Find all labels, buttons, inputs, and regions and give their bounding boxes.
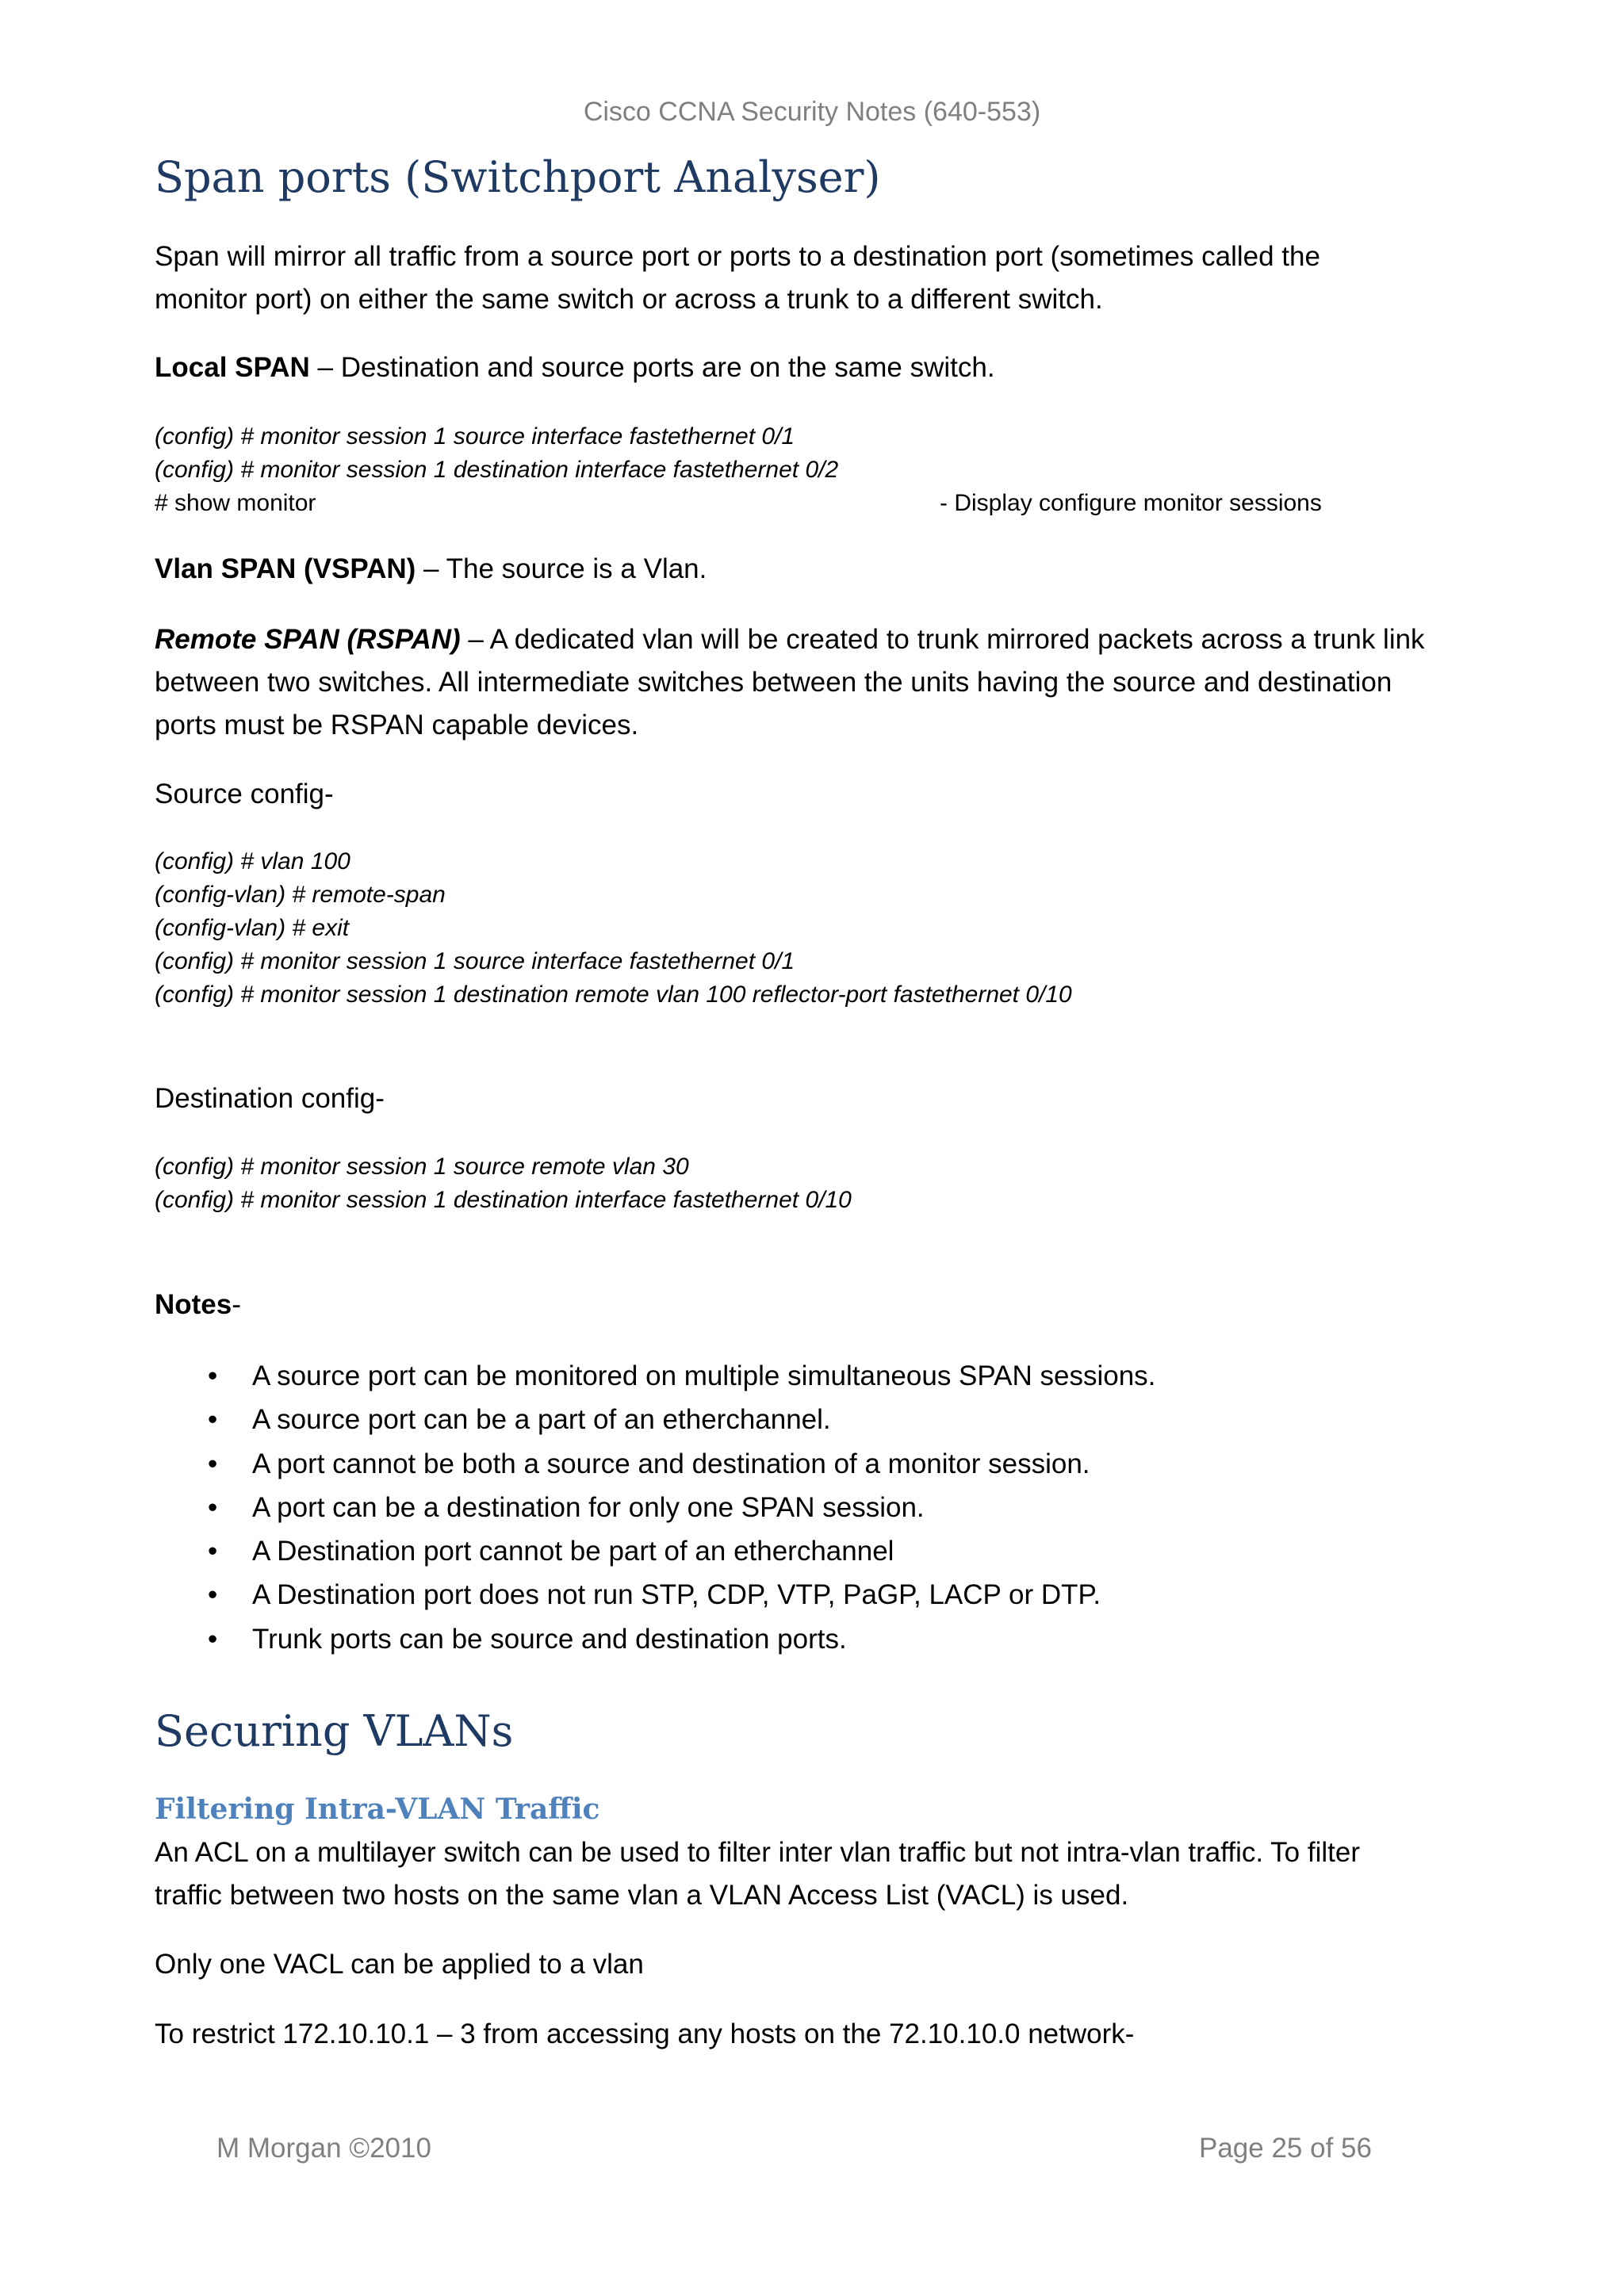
list-item [208, 1354, 1155, 1398]
list-item-text: A port cannot be both a source and destination of a monitor session. [252, 1448, 1090, 1479]
list-item [208, 1442, 1155, 1486]
notes-suffix: - [232, 1289, 241, 1320]
notes-list [208, 1354, 1155, 1661]
rspan-text: – A dedicated vlan will be created to trunk mirrored packets across a trunk link [460, 624, 1425, 655]
bullet: • [208, 1448, 218, 1479]
rspan-line-1 [155, 618, 1425, 661]
local-cmd-2: (config) # monitor session 1 destination interface fastethernet 0/2 [155, 457, 839, 483]
page-header: Cisco CCNA Security Notes (640-553) [583, 97, 1041, 127]
footer-author: M Morgan ©2010 [216, 2133, 431, 2164]
list-item-text: A Destination port does not run STP, CDP, VTP, PaGP, LACP or DTP. [252, 1579, 1101, 1611]
list-item-text: A port can be a destination for only one SPAN session. [252, 1491, 925, 1523]
bullet: • [208, 1536, 218, 1567]
destination-config-label: Destination config- [155, 1083, 385, 1114]
vspan-paragraph [155, 548, 707, 591]
source-cmd: (config-vlan) # remote-span [155, 882, 446, 908]
list-item-text: Trunk ports can be source and destination ports. [252, 1623, 847, 1655]
notes-heading [155, 1284, 241, 1326]
show-monitor-cmd: # show monitor [155, 490, 316, 516]
securing-vlans-heading: Securing VLANs [155, 1706, 514, 1756]
local-span-text: – Destination and source ports are on the same switch. [309, 352, 995, 383]
source-cmd: (config) # vlan 100 [155, 848, 350, 874]
vlans-para-1-line-2: traffic between two hosts on the same vlan a VLAN Access List (VACL) is used. [155, 1880, 1129, 1911]
vspan-text: – The source is a Vlan. [416, 553, 707, 584]
rspan-line-2: between two switches. All intermediate switches between the units having the source and destination [155, 667, 1392, 698]
filtering-intra-vlan-subheading: Filtering Intra-VLAN Traffic [155, 1793, 600, 1826]
source-cmd: (config-vlan) # exit [155, 915, 350, 941]
vspan-label: Vlan SPAN (VSPAN) [155, 553, 416, 584]
destination-cmd: (config) # monitor session 1 source remote vlan 30 [155, 1154, 689, 1180]
vlans-para-3: To restrict 172.10.10.1 – 3 from accessing any hosts on the 72.10.10.0 network- [155, 2019, 1135, 2049]
source-config-label: Source config- [155, 779, 334, 809]
local-span-label: Local SPAN [155, 352, 310, 383]
vlans-para-1-line-1: An ACL on a multilayer switch can be used to filter inter vlan traffic but not intra-vlan traffic. To filter [155, 1837, 1360, 1868]
span-intro-line-2: monitor port) on either the same switch or across a trunk to a different switch. [155, 284, 1103, 315]
source-cmd: (config) # monitor session 1 destination remote vlan 100 reflector-port fastethernet 0/10 [155, 982, 1072, 1008]
bullet: • [208, 1360, 218, 1391]
local-span-paragraph [155, 346, 995, 389]
span-intro-line-1: Span will mirror all traffic from a source port or ports to a destination port (sometimes called the [155, 241, 1320, 272]
source-cmd: (config) # monitor session 1 source interface fastethernet 0/1 [155, 948, 795, 974]
bullet: • [208, 1579, 218, 1611]
bullet: • [208, 1404, 218, 1436]
list-item [208, 1573, 1155, 1617]
notes-label: Notes [155, 1289, 232, 1320]
list-item [208, 1617, 1155, 1661]
footer-page-number: Page 25 of 56 [1199, 2133, 1372, 2164]
local-cmd-1: (config) # monitor session 1 source interface fastethernet 0/1 [155, 423, 795, 450]
list-item-text: A Destination port cannot be part of an etherchannel [252, 1536, 894, 1567]
destination-cmd: (config) # monitor session 1 destination interface fastethernet 0/10 [155, 1187, 852, 1213]
bullet: • [208, 1491, 218, 1523]
show-monitor-desc: - Display configure monitor sessions [940, 490, 1322, 516]
rspan-line-3: ports must be RSPAN capable devices. [155, 710, 639, 740]
rspan-label: Remote SPAN (RSPAN) [155, 624, 461, 655]
list-item [208, 1529, 1155, 1573]
vlans-para-2: Only one VACL can be applied to a vlan [155, 1949, 644, 1980]
list-item-text: A source port can be monitored on multiple simultaneous SPAN sessions. [252, 1360, 1156, 1391]
list-item [208, 1398, 1155, 1441]
span-section-heading: Span ports (Switchport Analyser) [155, 152, 881, 202]
bullet: • [208, 1623, 218, 1655]
list-item [208, 1486, 1155, 1529]
list-item-text: A source port can be a part of an etherchannel. [252, 1404, 831, 1436]
